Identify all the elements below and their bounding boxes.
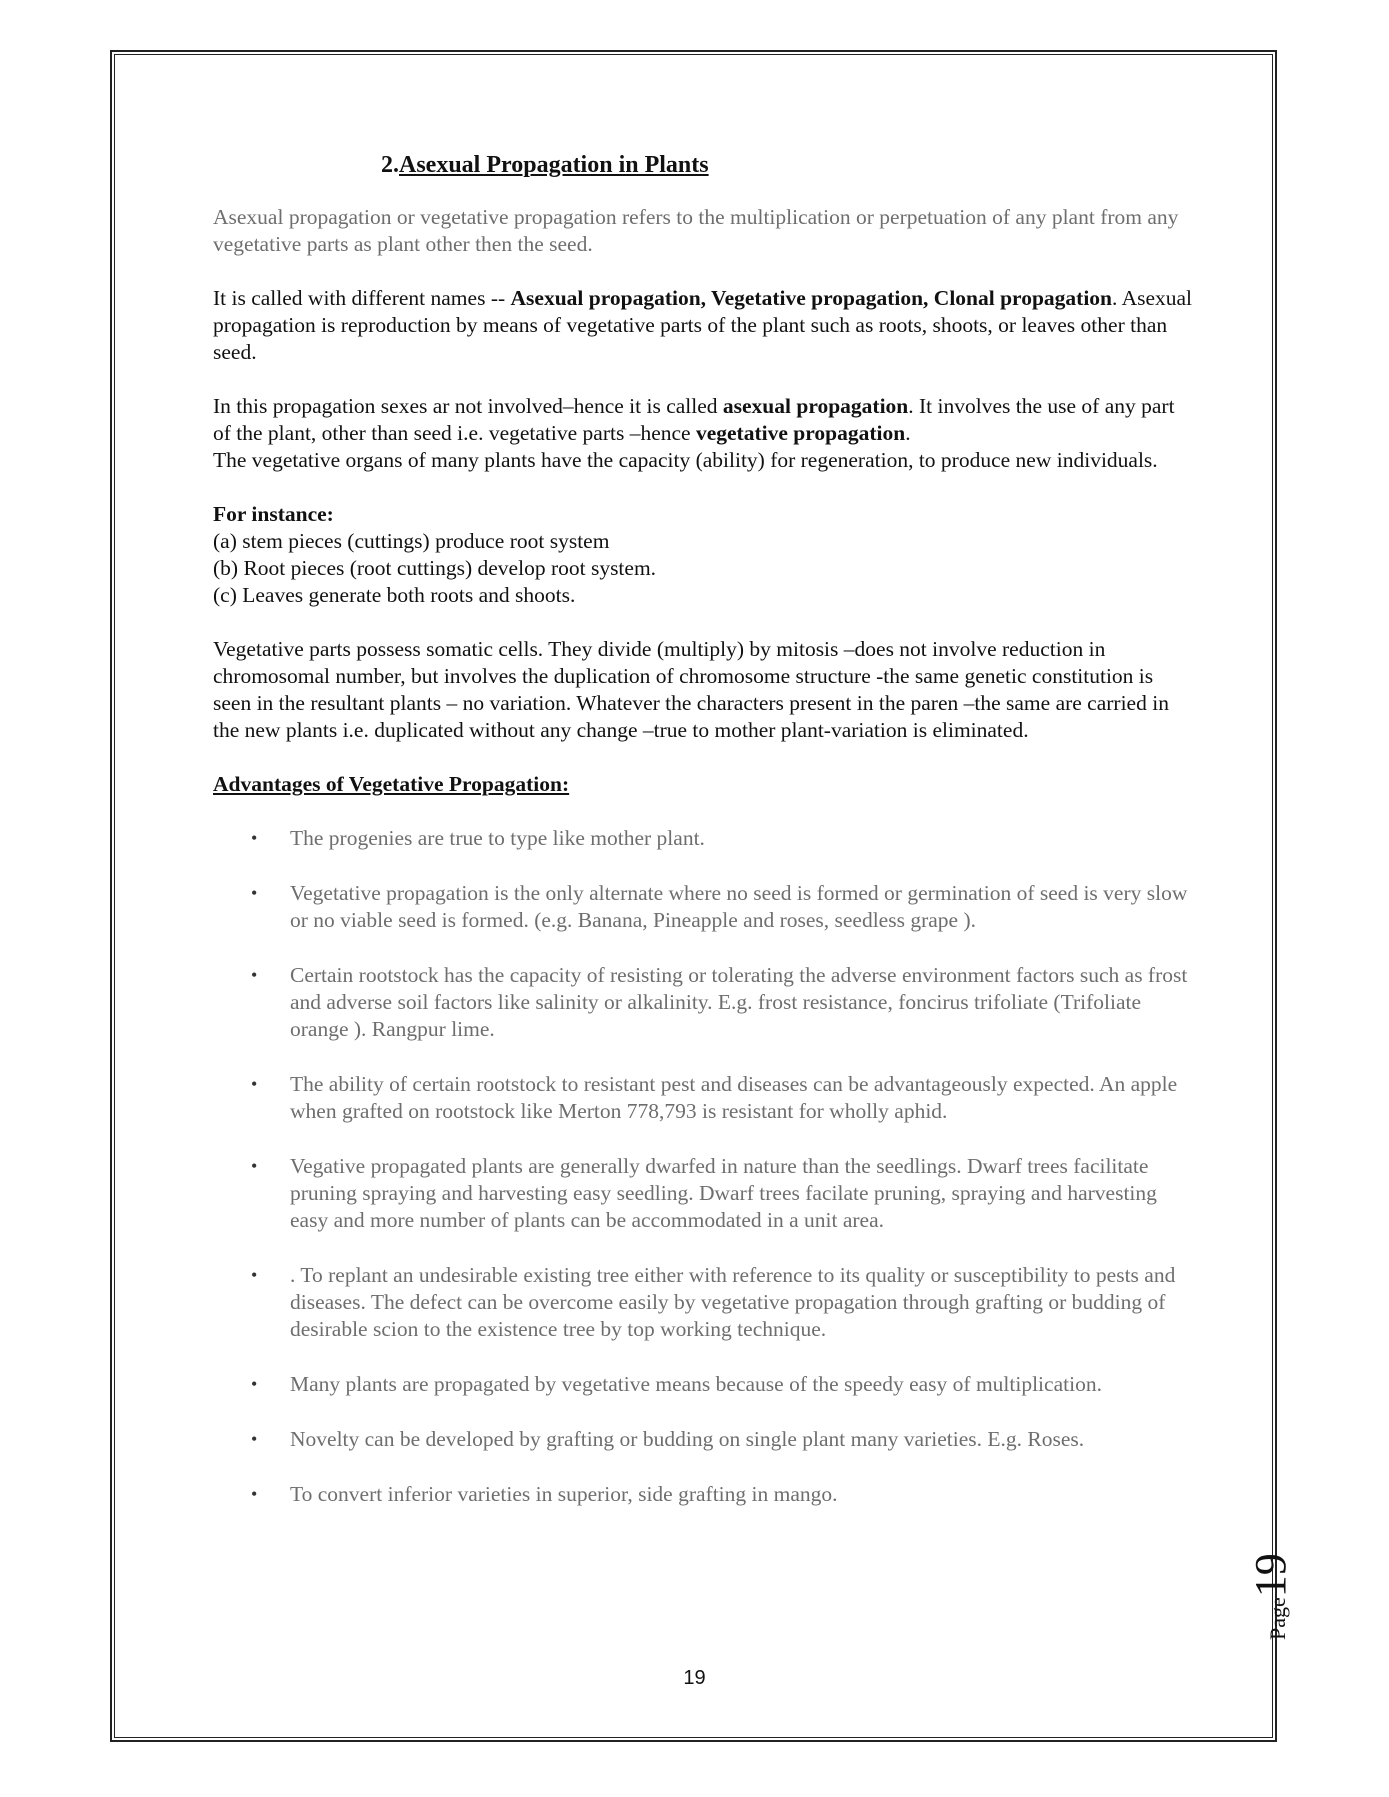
list-item bbox=[213, 1262, 1193, 1343]
side-page-label bbox=[1245, 1553, 1296, 1640]
bullet-icon: • bbox=[251, 828, 258, 848]
list-item-text: The progenies are true to type like mother plant. bbox=[290, 826, 705, 850]
list-item-text: Many plants are propagated by vegetative means because of the speedy easy of multiplication. bbox=[290, 1372, 1102, 1396]
names-bold: Asexual propagation, Vegetative propagation, Clonal propagation bbox=[510, 286, 1113, 310]
bullet-icon: • bbox=[251, 883, 258, 903]
list-item-text: Vegetative propagation is the only alternate where no seed is formed or germination of seed is very slow or no viable seed is formed. (e.g. Banana, Pineapple and roses, seedless grape ). bbox=[290, 881, 1188, 932]
instance-item: (c) Leaves generate both roots and shoots. bbox=[213, 583, 576, 607]
somatic-paragraph: Vegetative parts possess somatic cells. They divide (multiply) by mitosis –does not involve reduction in chromosomal number, but involves the duplication of chromosome structure -the same genetic constitution is seen in the resultant plants – no variation. Whatever the characters present in the paren –the same are carried in the new plants i.e. duplicated without any change –true to mother plant-variation is eliminated. bbox=[213, 637, 1169, 742]
title-text: Asexual Propagation in Plants bbox=[399, 152, 709, 178]
names-lead: It is called with different names -- bbox=[213, 286, 511, 310]
title-number: 2. bbox=[381, 152, 399, 178]
bullet-icon: • bbox=[251, 1374, 258, 1394]
advantages-list bbox=[213, 825, 1193, 1508]
bullet-icon: • bbox=[251, 1484, 258, 1504]
list-item-text: Vegative propagated plants are generally dwarfed in nature than the seedlings. Dwarf trees facilitate pruning spraying and harvesting easy seedling. Dwarf trees facilate pruning, spraying and harvesting easy and more number of plants can be accommodated in a unit area. bbox=[290, 1154, 1157, 1232]
list-item-text: Certain rootstock has the capacity of resisting or tolerating the adverse environment factors such as frost and adverse soil factors like salinity or alkalinity. E.g. frost resistance, foncirus trifoliate (Trifoliate orange ). Rangpur lime. bbox=[290, 963, 1188, 1041]
instance-item: (b) Root pieces (root cuttings) develop root system. bbox=[213, 556, 657, 580]
list-item bbox=[213, 1481, 1193, 1508]
bullet-icon: • bbox=[251, 1074, 258, 1094]
side-page-number: 19 bbox=[1246, 1553, 1295, 1598]
instance-item: (a) stem pieces (cuttings) produce root system bbox=[213, 529, 610, 553]
list-item bbox=[213, 962, 1193, 1043]
intro-paragraph: Asexual propagation or vegetative propagation refers to the multiplication or perpetuation of any plant from any vegetative parts as plant other then the seed. bbox=[213, 205, 1179, 256]
list-item-text: . To replant an undesirable existing tree either with reference to its quality or susceptibility to pests and diseases. The defect can be overcome easily by vegetative propagation through grafting or budding of desirable scion to the existence tree by top working technique. bbox=[290, 1263, 1176, 1341]
instance-block bbox=[213, 501, 1193, 609]
bullet-icon: • bbox=[251, 965, 258, 985]
instance-heading: For instance: bbox=[213, 502, 334, 526]
list-item-text: The ability of certain rootstock to resistant pest and diseases can be advantageously expected. An apple when grafted on rootstock like Merton 778,793 is resistant for wholly aphid. bbox=[290, 1072, 1178, 1123]
list-item-text: Novelty can be developed by grafting or budding on single plant many varieties. E.g. Roses. bbox=[290, 1427, 1085, 1451]
document-body bbox=[213, 150, 1193, 1536]
list-item bbox=[213, 825, 1193, 852]
sexes-paragraph bbox=[213, 393, 1193, 474]
sexes-bold1: asexual propagation bbox=[722, 394, 909, 418]
page-number: 19 bbox=[683, 1667, 706, 1689]
bullet-icon: • bbox=[251, 1429, 258, 1449]
list-item bbox=[213, 1153, 1193, 1234]
side-page-word: Page bbox=[1265, 1597, 1290, 1640]
bullet-icon: • bbox=[251, 1156, 258, 1176]
sexes-part3: . bbox=[905, 421, 911, 445]
advantages-heading: Advantages of Vegetative Propagation: bbox=[213, 772, 570, 796]
sexes-part1: In this propagation sexes ar not involved–hence it is called bbox=[213, 394, 723, 418]
list-item bbox=[213, 880, 1193, 934]
names-rest: . Asexual propagation is reproduction by means of vegetative parts of the plant such as roots, shoots, or leaves other than seed. bbox=[213, 286, 1193, 364]
list-item bbox=[213, 1071, 1193, 1125]
page-title bbox=[213, 150, 1193, 180]
list-item bbox=[213, 1371, 1193, 1398]
bullet-icon: • bbox=[251, 1265, 258, 1285]
names-paragraph bbox=[213, 285, 1193, 366]
regeneration-line: The vegetative organs of many plants have the capacity (ability) for regeneration, to produce new individuals. bbox=[213, 448, 1158, 472]
sexes-bold2: vegetative propagation bbox=[695, 421, 906, 445]
list-item-text: To convert inferior varieties in superior, side grafting in mango. bbox=[290, 1482, 838, 1506]
sexes-part2: . It involves the use of any part of the plant, other than seed i.e. vegetative parts –hence bbox=[213, 394, 1175, 445]
list-item bbox=[213, 1426, 1193, 1453]
